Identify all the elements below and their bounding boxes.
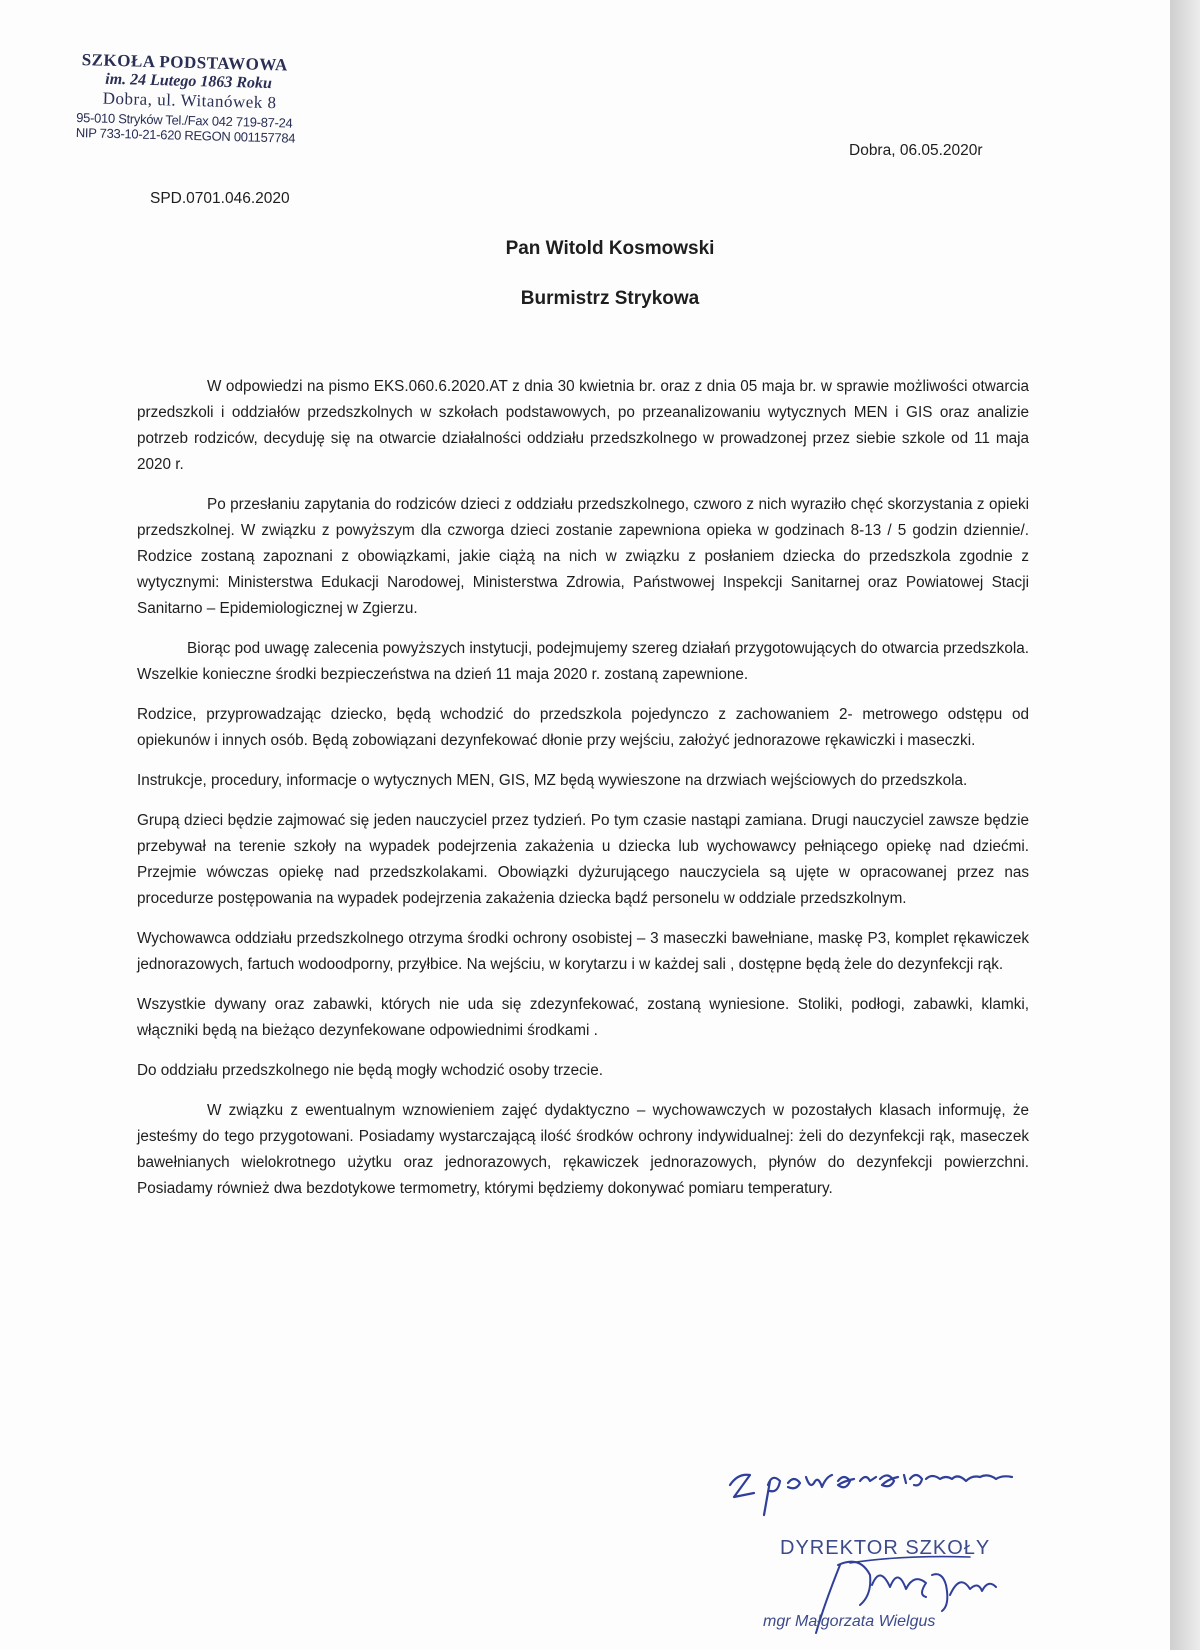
letter-body bbox=[137, 374, 1029, 1216]
addressee-title: Burmistrz Strykowa bbox=[520, 288, 700, 309]
reference-number: SPD.0701.046.2020 bbox=[150, 190, 290, 207]
paragraph-3: Biorąc pod uwagę zalecenia powyższych instytucji, podejmujemy szereg działań przygotowujących do otwarcia przedszkola. Wszelkie konieczne środki bezpieczeństwa na dzień 11 maja 2020 r. zostaną zapewnione. bbox=[137, 640, 1029, 683]
paragraph-6: Grupą dzieci będzie zajmować się jeden nauczyciel przez tydzień. Po tym czasie nastąpi zamiana. Drugi nauczyciel zawsze będzie przebywał na terenie szkoły na wypadek podejrzenia zakażenia u dziecka lub wychowawcy pełniącego opiekę nad dziećmi. Przejmie wówczas opiekę nad przedszkolakami. Obowiązki dyżurującego nauczyciela są ujęte w opracowanej przez nas procedurze postępowania na wypadek podejrzenia zakażenia dziecka bądź personelu w oddziale przedszkolnym. bbox=[137, 812, 1029, 907]
addressee-name: Pan Witold Kosmowski bbox=[505, 238, 715, 259]
stamp-line-nip-regon: NIP 733-10-21-620 REGON 001157784 bbox=[75, 124, 296, 146]
stamp-line-school-name: SZKOŁA PODSTAWOWA bbox=[81, 50, 289, 75]
paragraph-5: Instrukcje, procedury, informacje o wytycznych MEN, GIS, MZ będą wywieszone na drzwiach wejściowych do przedszkola. bbox=[137, 772, 968, 789]
paragraph-10: W związku z ewentualnym wznowieniem zajęć dydaktyczno – wychowawczych w pozostałych klasach informuję, że jesteśmy do tego przygotowani. Posiadamy wystarczającą ilość środków ochrony indywidualnej: żeli do dezynfekcji rąk, maseczek bawełnianych wielokrotnego użytku oraz jednorazowych, rękawiczek jednorazowych, płynów do dezynfekcji powierzchni. Posiadamy również dwa bezdotykowe termometry, którymi będziemy dokonywać pomiaru temperatury. bbox=[137, 1102, 1029, 1197]
paragraph-9: Do oddziału przedszkolnego nie będą mogły wchodzić osoby trzecie. bbox=[137, 1062, 603, 1079]
stamp-line-street: Dobra, ul. Witanówek 8 bbox=[102, 88, 277, 113]
letter-date: Dobra, 06.05.2020r bbox=[849, 142, 983, 159]
stamp-line-patron: im. 24 Lutego 1863 Roku bbox=[105, 70, 273, 93]
stamp-line-phone: 95-010 Stryków Tel./Fax 042 719-87-24 bbox=[76, 109, 293, 131]
paragraph-1: W odpowiedzi na pismo EKS.060.6.2020.AT z dnia 30 kwietnia br. oraz z dnia 05 maja br. w sprawie możliwości otwarcia przedszkoli i oddziałów przedszkolnych w szkołach podstawowych, po przeanalizowaniu wytycznych MEN i GIS oraz analizie potrzeb rodziców, decyduję się na otwarcie działalności oddziału przedszkolnego w prowadzonej przez siebie szkole od 11 maja 2020 r. bbox=[137, 378, 1029, 473]
scan-edge bbox=[1170, 0, 1200, 1650]
director-stamp-name: mgr Małgorzata Wielgus bbox=[763, 1613, 936, 1630]
director-stamp-title: DYREKTOR SZKOŁY bbox=[780, 1537, 991, 1559]
signature-block bbox=[720, 1445, 1060, 1645]
paragraph-4: Rodzice, przyprowadzając dziecko, będą wchodzić do przedszkola pojedynczo z zachowaniem 2- metrowego odstępu od opiekunów i innych osób. Będą zobowiązani dezynfekować dłonie przy wejściu, założyć jednorazowe rękawiczki i maseczki. bbox=[137, 706, 1029, 749]
paragraph-2: Po przesłaniu zapytania do rodziców dzieci z oddziału przedszkolnego, czworo z nich wyraziło chęć skorzystania z opieki przedszkolnej. W związku z powyższym dla czworga dzieci zostanie zapewniona opieka w godzinach 8-13 / 5 godzin dziennie/. Rodzice zostaną zapoznani z obowiązkami, jakie ciążą na nich w związku z posłaniem dziecka do przedszkola zgodnie z wytycznymi: Ministerstwa Edukacji Narodowej, Ministerstwa Zdrowia, Państwowej Inspekcji Sanitarnej oraz Powiatowej Stacji Sanitarno – Epidemiologicznej w Zgierzu. bbox=[137, 496, 1029, 617]
paragraph-8: Wszystkie dywany oraz zabawki, których nie uda się zdezynfekować, zostaną wyniesione. Stoliki, podłogi, zabawki, klamki, włączniki będą na bieżąco dezynfekowane odpowiednimi środkami . bbox=[137, 996, 1029, 1039]
school-stamp bbox=[76, 50, 348, 147]
handwritten-note-strokes bbox=[730, 1475, 1012, 1515]
paragraph-7: Wychowawca oddziału przedszkolnego otrzyma środki ochrony osobistej – 3 maseczki bawełniane, maskę P3, komplet rękawiczek jednorazowych, fartuch wodoodporny, przyłbice. Na wejściu, w korytarzu i w każdej sali , dostępne będą żele do dezynfekcji rąk. bbox=[137, 930, 1029, 973]
